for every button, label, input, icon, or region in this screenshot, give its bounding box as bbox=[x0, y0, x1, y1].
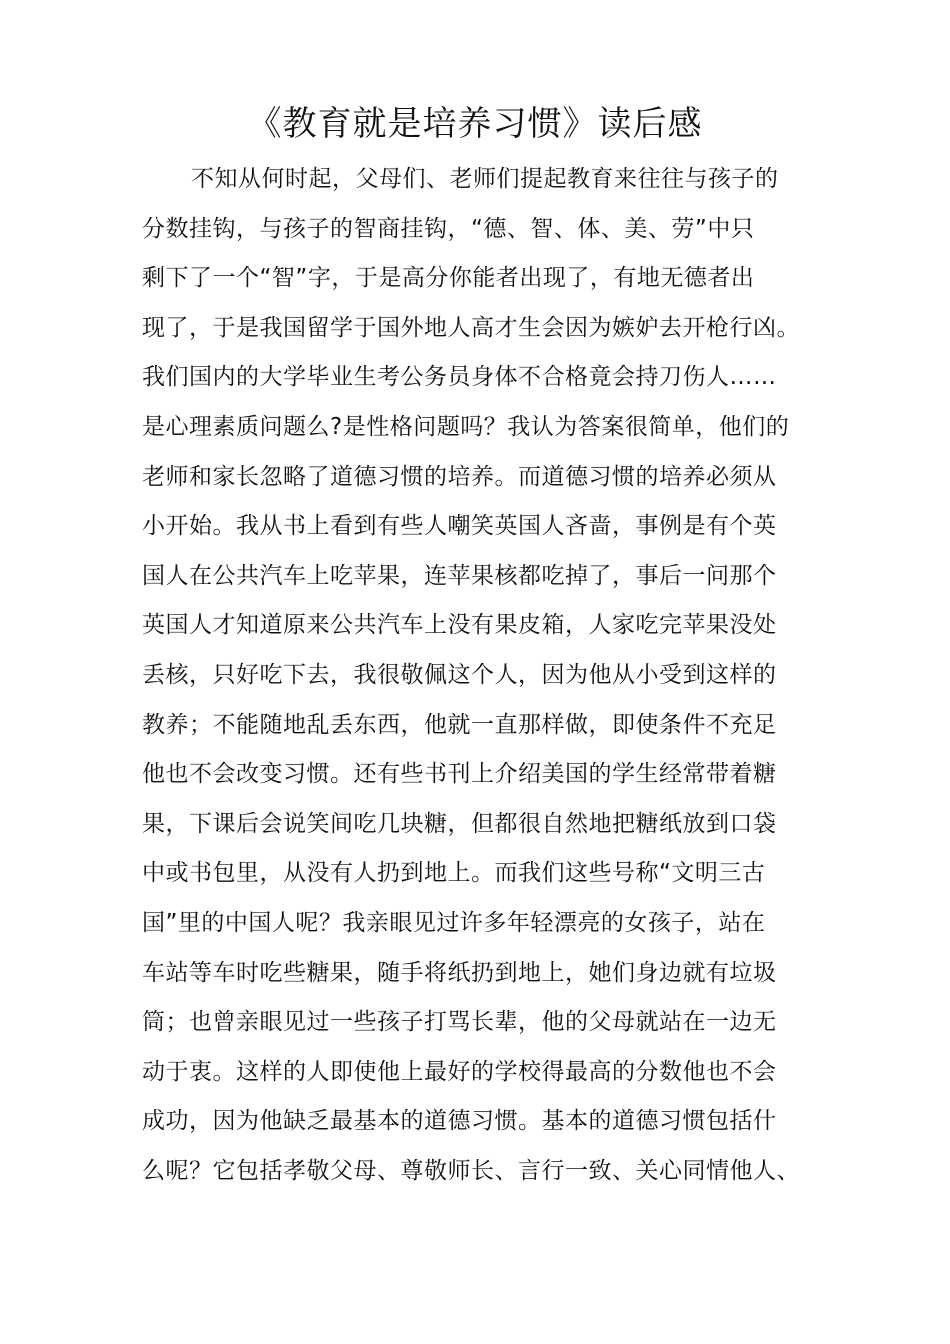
text-line: 中或书包里，从没有人扔到地上。而我们这些号称“文明三古 bbox=[142, 860, 766, 887]
text-line: 筒；也曾亲眼见过一些孩子打骂长辈，他的父母就站在一边无 bbox=[142, 1009, 777, 1036]
text-line: 丢核，只好吃下去，我很敬佩这个人，因为他从小受到这样的 bbox=[142, 661, 777, 688]
document-body bbox=[142, 155, 862, 1196]
text-line: 是心理素质问题么?是性格问题吗？我认为答案很简单，他们的 bbox=[142, 413, 790, 440]
text-line: 国”里的中国人呢？我亲眼见过许多年轻漂亮的女孩子，站在 bbox=[142, 909, 766, 936]
text-line: 车站等车时吃些糖果，随手将纸扔到地上，她们身边就有垃圾 bbox=[142, 959, 777, 986]
text-line: 教养；不能随地乱丢东西，他就一直那样做，即使条件不充足 bbox=[142, 711, 777, 738]
document-title: 《教育就是培养习惯》读后感 bbox=[247, 104, 703, 144]
text-line: 国人在公共汽车上吃苹果，连苹果核都吃掉了，事后一问那个 bbox=[142, 562, 777, 589]
text-line: 他也不会改变习惯。还有些书刊上介绍美国的学生经常带着糖 bbox=[142, 761, 777, 788]
text-line: 不知从何时起，父母们、老师们提起教育来往往与孩子的 bbox=[191, 166, 779, 192]
text-line: 动于衷。这样的人即使他上最好的学校得最高的分数他也不会 bbox=[142, 1058, 777, 1085]
text-line: 我们国内的大学毕业生考公务员身体不合格竟会持刀伤人…… bbox=[142, 364, 777, 391]
text-line: 老师和家长忽略了道德习惯的培养。而道德习惯的培养必须从 bbox=[142, 463, 777, 490]
text-line: 现了，于是我国留学于国外地人高才生会因为嫉妒去开枪行凶。 bbox=[142, 314, 800, 341]
text-line: 英国人才知道原来公共汽车上没有果皮箱，人家吃完苹果没处 bbox=[142, 612, 777, 639]
text-line: 果，下课后会说笑间吃几块糖，但都很自然地把糖纸放到口袋 bbox=[142, 810, 777, 837]
text-line: 剩下了一个“智”字，于是高分你能者出现了，有地无德者出 bbox=[142, 265, 755, 292]
text-line: 分数挂钩，与孩子的智商挂钩，“德、智、体、美、劳”中只 bbox=[142, 215, 755, 242]
text-line: 成功，因为他缺乏最基本的道德习惯。基本的道德习惯包括什 bbox=[142, 1108, 777, 1135]
text-line: 小开始。我从书上看到有些人嘲笑英国人吝啬，事例是有个英 bbox=[142, 513, 777, 540]
text-line: 么呢？它包括孝敬父母、尊敬师长、言行一致、关心同情他人、 bbox=[142, 1157, 800, 1184]
